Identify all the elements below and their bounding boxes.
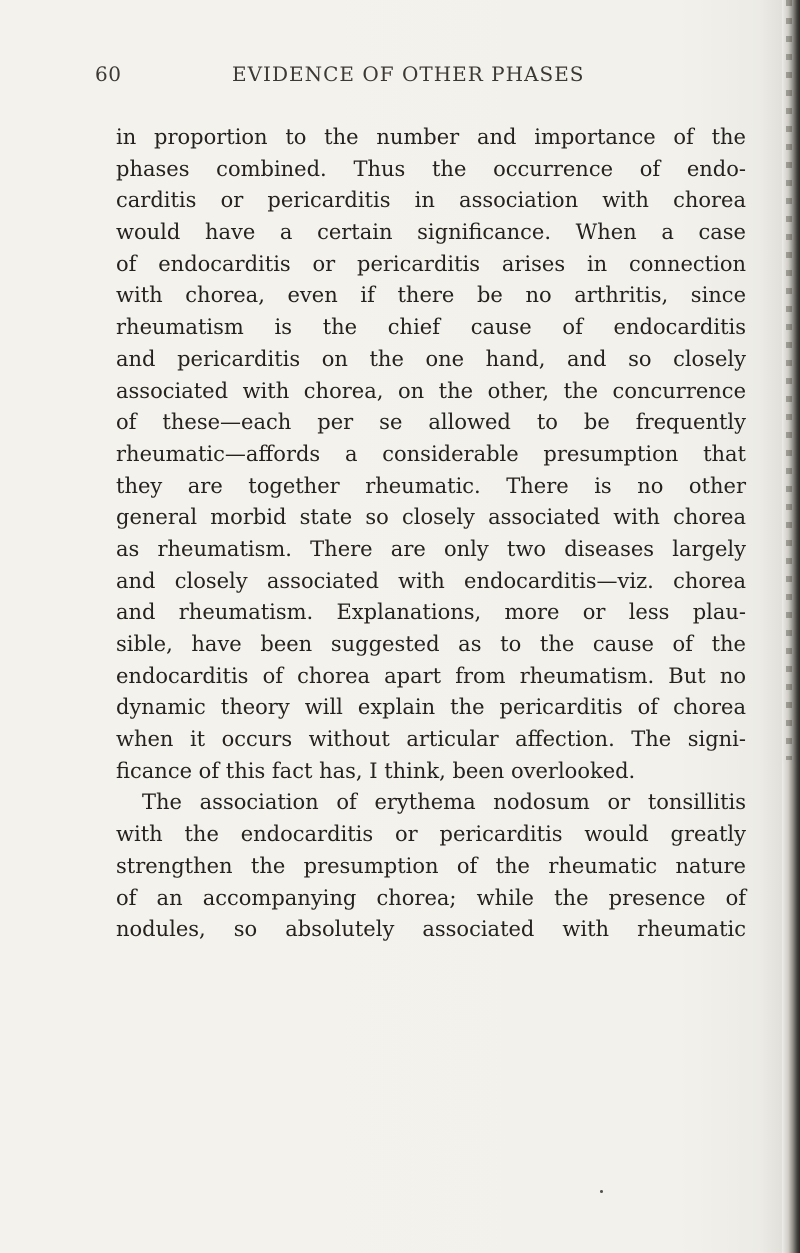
- text-line: would have a certain significance. When a case: [116, 220, 746, 245]
- page-number: 60: [95, 62, 122, 86]
- page-edge-shadow: [782, 0, 800, 1253]
- text-line: they are together rheumatic. There is no other: [116, 473, 746, 498]
- running-head: EVIDENCE OF OTHER PHASES: [232, 62, 585, 86]
- text-line: in proportion to the number and importance of the: [116, 125, 746, 149]
- text-line: rheumatic—affords a considerable presumption that: [116, 441, 746, 466]
- text-line: and pericarditis on the one hand, and so closely: [116, 346, 746, 371]
- text-line: ficance of this fact has, I think, been overlooked.: [116, 758, 636, 783]
- text-line: of endocarditis or pericarditis arises in connection: [116, 251, 746, 276]
- text-line: carditis or pericarditis in association with chorea: [116, 188, 746, 213]
- text-line: of an accompanying chorea; while the presence of: [116, 885, 746, 910]
- text-line: nodules, so absolutely associated with rheumatic: [116, 917, 746, 942]
- text-line: of these—each per se allowed to be frequently: [116, 410, 746, 435]
- text-line: The association of erythema nodosum or tonsillitis: [142, 790, 746, 815]
- text-line: dynamic theory will explain the pericarditis of chorea: [116, 695, 746, 720]
- text-line: endocarditis of chorea apart from rheumatism. But no: [116, 663, 746, 688]
- text-line: associated with chorea, on the other, the concurrence: [116, 378, 746, 403]
- ink-speck: [600, 1190, 603, 1193]
- text-line: rheumatism is the chief cause of endocarditis: [116, 315, 746, 340]
- text-line: general morbid state so closely associated with chorea: [116, 505, 746, 530]
- page-header: [95, 62, 695, 98]
- text-line: strengthen the presumption of the rheumatic nature: [116, 853, 746, 878]
- text-line: when it occurs without articular affection. The signi-: [116, 727, 746, 752]
- text-line: with chorea, even if there be no arthritis, since: [116, 283, 746, 308]
- body-text: [116, 122, 746, 946]
- text-line: sible, have been suggested as to the cause of the: [116, 632, 746, 656]
- text-line: phases combined. Thus the occurrence of endo-: [116, 156, 746, 181]
- text-line: and closely associated with endocarditis—viz. chorea: [116, 568, 746, 593]
- text-line: and rheumatism. Explanations, more or less plau-: [116, 600, 746, 625]
- text-line: with the endocarditis or pericarditis would greatly: [116, 822, 746, 847]
- text-line: as rheumatism. There are only two diseases largely: [116, 536, 746, 561]
